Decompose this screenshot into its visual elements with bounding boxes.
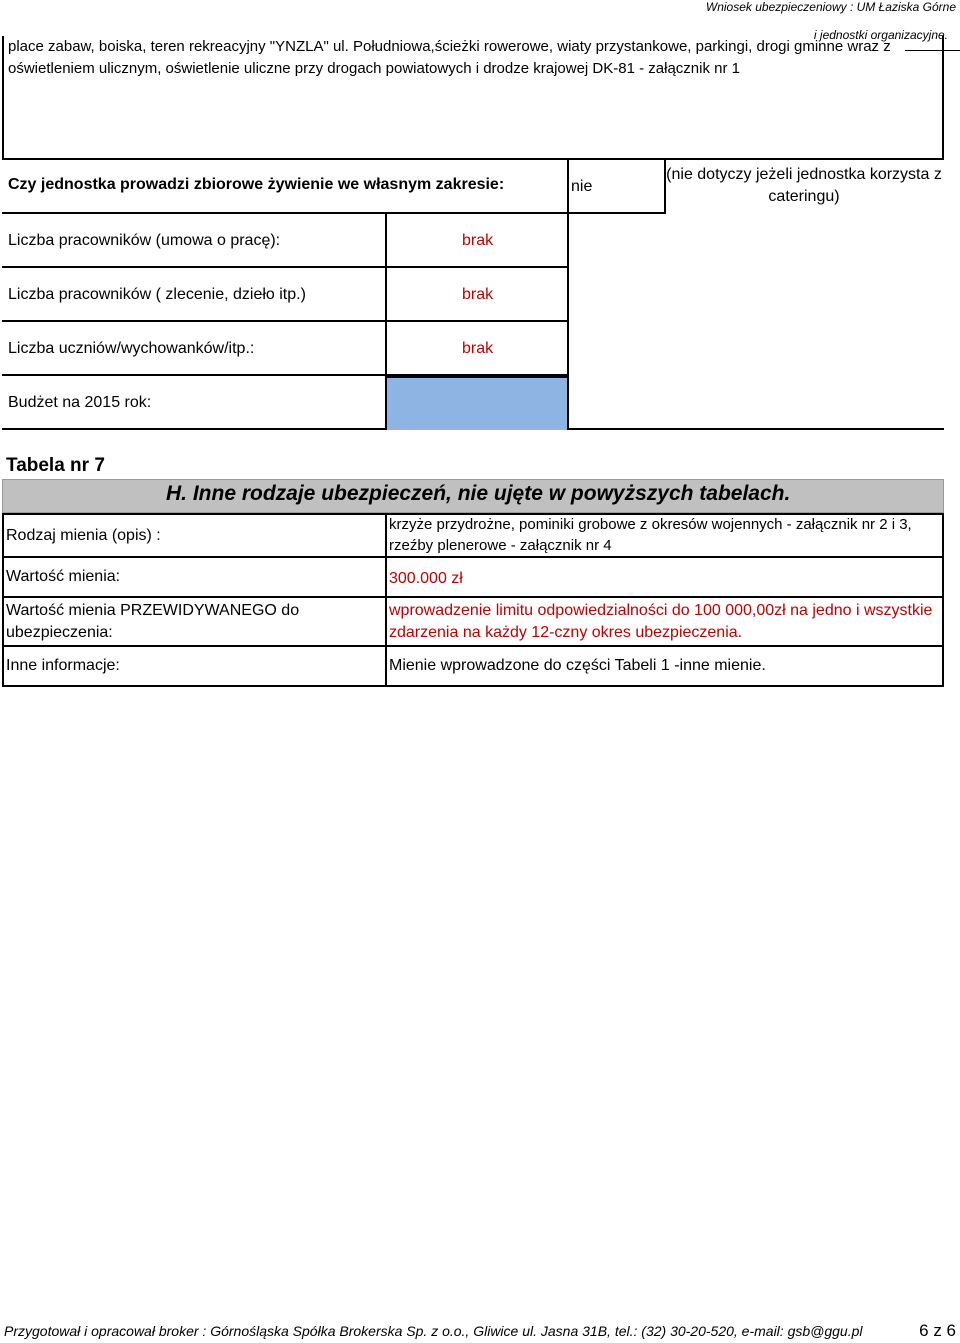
document-header-title: Wniosek ubezpieczeniowy : UM Łaziska Górne [705, 0, 956, 14]
table-row-label: Rodzaj mienia (opis) : [6, 526, 161, 544]
table-row-value: wprowadzenie limitu odpowiedzialności do 100 000,00zł na jedno i wszystkie zdarzenia na każdy 12-czny okres ubezpieczenia. [389, 601, 933, 641]
students-row [2, 324, 569, 376]
students-value: brak [462, 340, 494, 357]
table-row-label: Wartość mienia: [6, 568, 121, 585]
catering-note: (nie dotyczy jeżeli jednostka korzysta z cateringu) [666, 166, 942, 205]
document-header-subtitle: i jednostki organizacyjne. [813, 28, 948, 42]
table-row-value: 300.000 zł [389, 570, 463, 587]
row-divider [2, 158, 944, 160]
catering-label: Czy jednostka prowadzi zbiorowe żywienie we własnym zakresie: [8, 176, 505, 193]
description-text: place zabaw, boiska, teren rekreacyjny "YNZLA" ul. Południowa,ścieżki rowerowe, wiaty przystankowe, parkingi, drogi gminne wraz z oświetleniem ulicznym, oświetlenie uliczne przy drogach powiatowych i drodze krajowej DK-81 - załącznik nr 1 [8, 38, 891, 77]
contractors-value: brak [462, 286, 494, 303]
table-row-value: krzyże przydrożne, pominiki grobowe z okresów wojennych - załącznik nr 2 i 3, rzeźby plenerowe - załącznik nr 4 [389, 516, 912, 554]
page-number: 6 z 6 [919, 1321, 956, 1340]
table-row-value: Mienie wprowadzone do części Tabeli 1 -inne mienie. [389, 657, 766, 674]
employees-value: brak [462, 232, 494, 249]
catering-value: nie [571, 178, 593, 195]
table-row-label: Wartość mienia PRZEWIDYWANEGO do ubezpieczenia: [6, 601, 300, 641]
catering-value-cell [569, 160, 664, 214]
students-label: Liczba uczniów/wychowanków/itp.: [8, 340, 255, 357]
contractors-row [2, 270, 569, 322]
employees-row [2, 216, 569, 268]
budget-label: Budżet na 2015 rok: [8, 394, 152, 411]
section-title: H. Inne rodzaje ubezpieczeń, nie ujęte w powyższych tabelach. [166, 482, 791, 505]
description-box [2, 36, 944, 160]
employees-label: Liczba pracowników (umowa o pracę): [8, 232, 281, 249]
column-divider [385, 513, 387, 687]
contractors-label: Liczba pracowników ( zlecenie, dzieło itp.) [8, 286, 306, 303]
table-number-label: Tabela nr 7 [6, 455, 105, 476]
table-row-label: Inne informacje: [6, 657, 120, 674]
budget-value-field[interactable] [385, 376, 569, 430]
footer-text: Przygotował i opracował broker : Górnośląska Spółka Brokerska Sp. z o.o., Gliwice ul. Jasna 31B, tel.: (32) 30-20-520, e-mail: gsb@ggu.pl [4, 1323, 863, 1339]
catering-row [2, 160, 569, 214]
